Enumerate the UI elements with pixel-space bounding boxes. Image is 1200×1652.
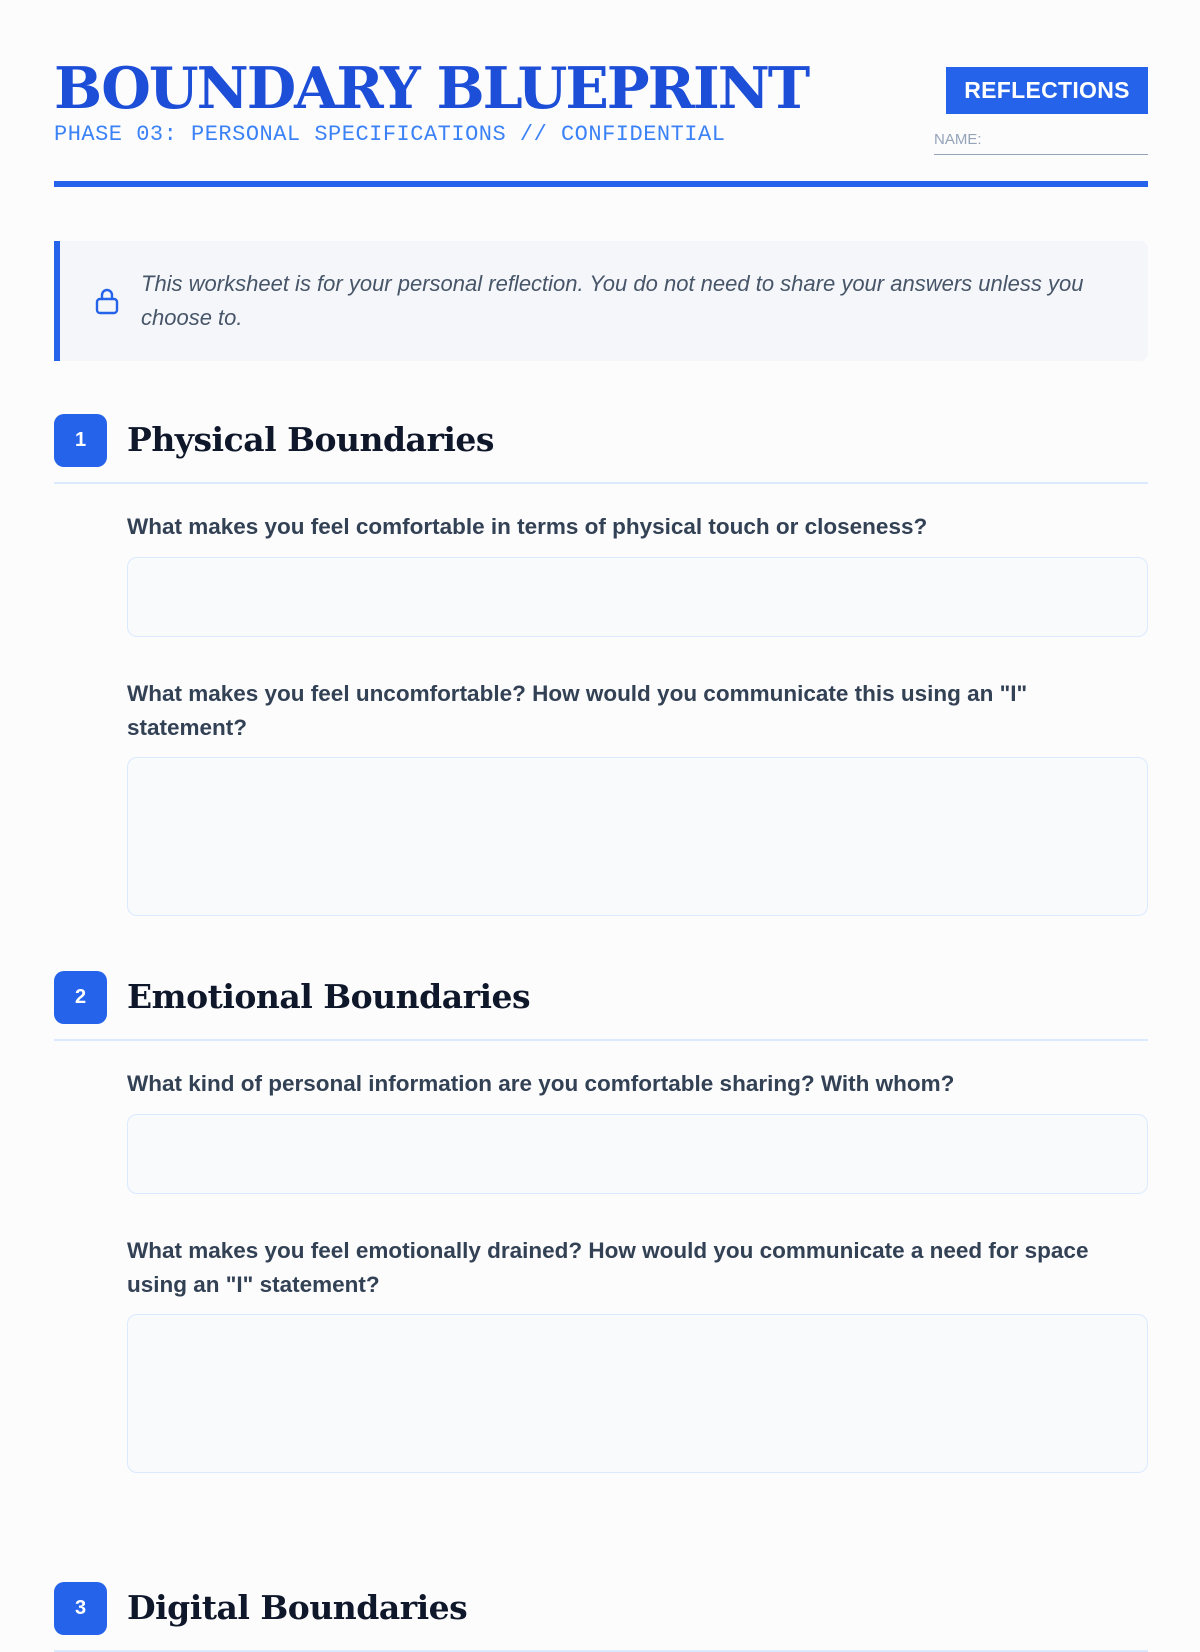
lock-icon — [94, 286, 120, 316]
section-title: Physical Boundaries — [127, 420, 494, 459]
section-title: Digital Boundaries — [127, 1588, 468, 1627]
worksheet-header — [54, 0, 1148, 188]
answer-field[interactable] — [127, 557, 1148, 637]
worksheet-page — [54, 0, 1148, 1627]
section-header — [54, 971, 1148, 1041]
question-text: What makes you feel comfortable in terms of physical touch or closeness? — [127, 514, 928, 539]
section-header — [54, 414, 1148, 484]
answer-field[interactable] — [127, 1114, 1148, 1194]
page-title: BOUNDARY BLUEPRINT — [54, 55, 809, 122]
section-title: Emotional Boundaries — [127, 977, 531, 1016]
section-number: 1 — [54, 414, 107, 467]
section-header — [54, 1582, 1148, 1652]
section-number: 2 — [54, 971, 107, 1024]
name-field[interactable] — [934, 127, 1148, 155]
section-emotional-boundaries — [54, 971, 1148, 1297]
section-physical-boundaries — [54, 414, 1148, 740]
question-text: What makes you feel uncomfortable? How would you communicate this using an "I" statement? — [127, 681, 1028, 740]
page-subtitle: PHASE 03: PERSONAL SPECIFICATIONS // CONFIDENTIAL — [54, 122, 726, 147]
question-text: What makes you feel emotionally drained? How would you communicate a need for space using an "I" statement? — [127, 1238, 1089, 1297]
header-divider — [54, 181, 1148, 187]
notice-text: This worksheet is for your personal reflection. You do not need to share your answers unless you choose to. — [141, 271, 1084, 330]
section-number: 3 — [54, 1582, 107, 1635]
reflections-badge: REFLECTIONS — [946, 67, 1148, 114]
answer-field[interactable] — [127, 757, 1148, 916]
question-text: What kind of personal information are you comfortable sharing? With whom? — [127, 1071, 955, 1096]
name-label: NAME: — [934, 131, 982, 148]
answer-field[interactable] — [127, 1314, 1148, 1473]
section-digital-boundaries — [54, 1582, 1148, 1652]
privacy-notice — [54, 241, 1148, 361]
